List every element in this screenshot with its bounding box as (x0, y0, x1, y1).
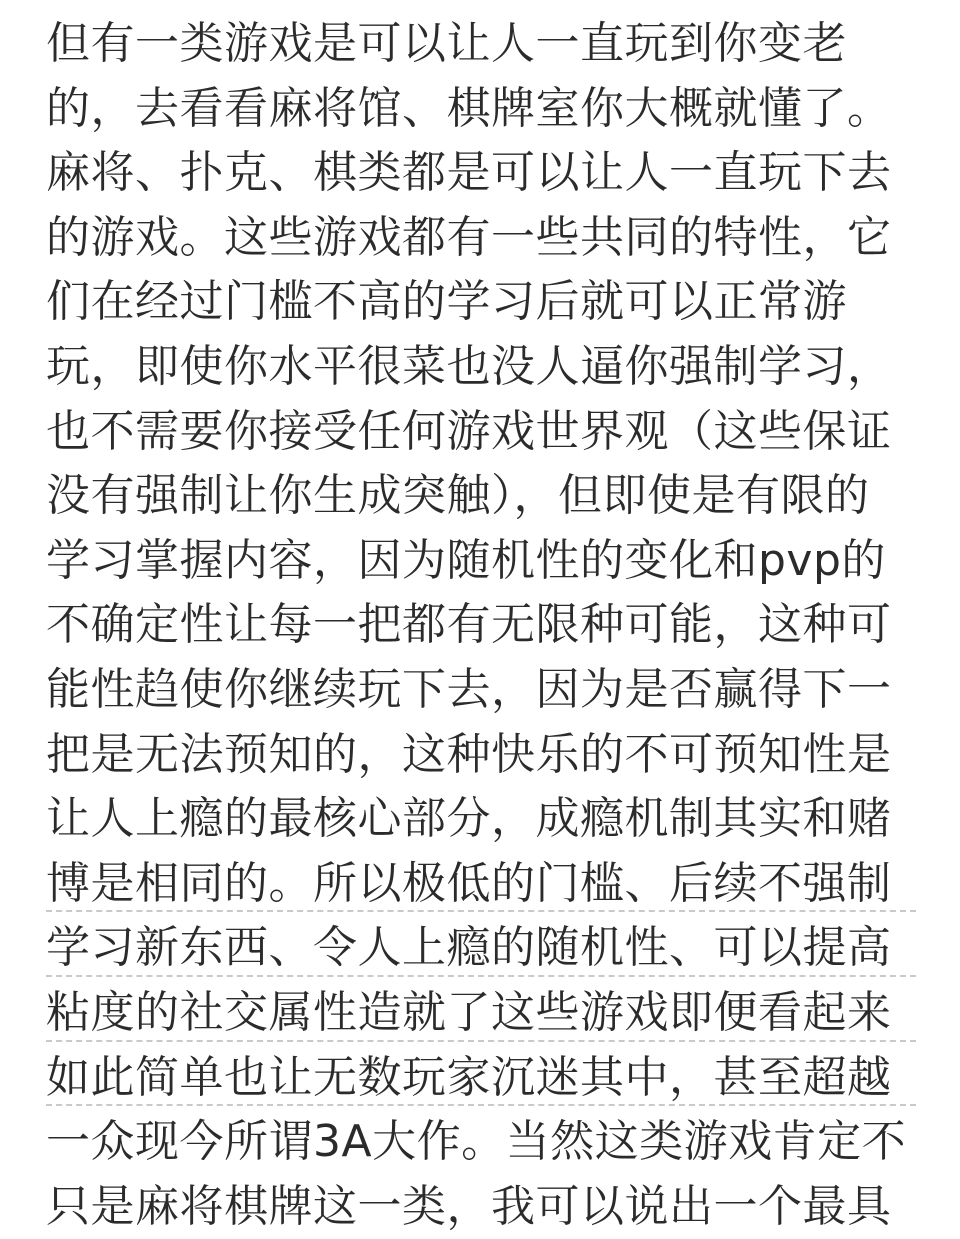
text-line-6: 玩，即使你水平很菜也没人逼你强制学习， (46, 340, 892, 392)
highlighted-text-line-17[interactable]: 如此简单也让无数玩家沉迷其中，甚至超越 (46, 1046, 916, 1111)
text-line-7: 也不需要你接受任何游戏世界观（这些保证 (46, 405, 892, 457)
text-line-4: 的游戏。这些游戏都有一些共同的特性，它 (46, 211, 892, 263)
text-line-2: 的，去看看麻将馆、棋牌室你大概就懂了。 (46, 82, 892, 134)
highlighted-text-line-14[interactable]: 博是相同的。所以极低的门槛、后续不强制 (46, 852, 916, 917)
text-line-10: 不确定性让每一把都有无限种可能，这种可 (46, 599, 892, 651)
text-line-1: 但有一类游戏是可以让人一直玩到你变老 (46, 18, 847, 69)
text-line-13: 让人上瘾的最核心部分，成瘾机制其实和赌 (46, 793, 892, 845)
text-line-5: 们在经过门槛不高的学习后就可以正常游 (46, 276, 847, 328)
text-line-19: 只是麻将棋牌这一类，我可以说出一个最具 (46, 1180, 892, 1232)
text-line-12: 把是无法预知的，这种快乐的不可预知性是 (46, 728, 892, 780)
text-line-18: 一众现今所谓3A大作。当然这类游戏肯定不 (46, 1116, 907, 1168)
highlighted-text-line-16[interactable]: 粘度的社交属性造就了这些游戏即便看起来 (46, 981, 916, 1046)
highlighted-text-line-15[interactable]: 学习新东西、令人上瘾的随机性、可以提高 (46, 916, 916, 981)
text-line-11: 能性趋使你继续玩下去，因为是否赢得下一 (46, 663, 892, 715)
text-line-9: 学习掌握内容，因为随机性的变化和pvp的 (46, 534, 886, 586)
article-body (46, 12, 916, 1239)
text-line-3: 麻将、扑克、棋类都是可以让人一直玩下去 (46, 147, 892, 199)
text-line-8: 没有强制让你生成突触），但即使是有限的 (46, 470, 870, 522)
